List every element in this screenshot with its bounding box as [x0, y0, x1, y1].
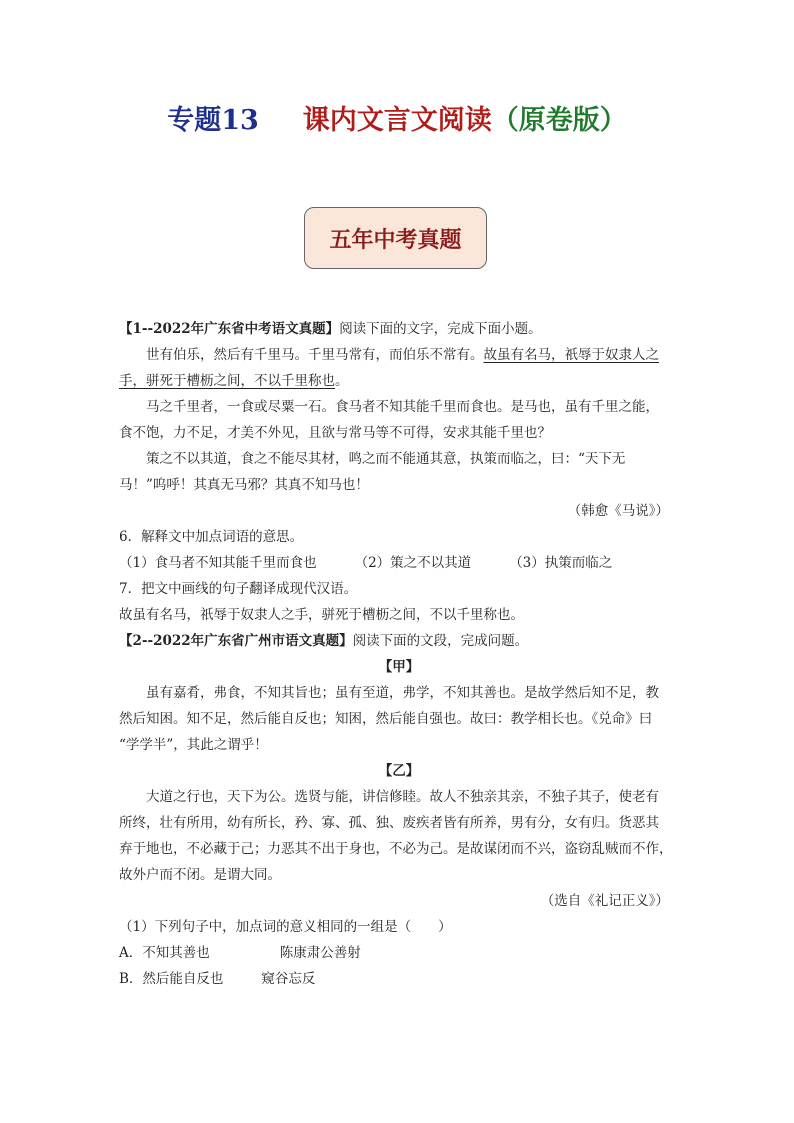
q6-item-2: （2）策之不以其道: [354, 555, 472, 571]
passage-line: 虽有嘉肴，弗食，不知其旨也；虽有至道，弗学，不知其善也。是故学然后知不足，教: [146, 685, 659, 701]
option-b: [119, 966, 679, 992]
passage-text: 。: [335, 373, 349, 389]
question-6-items: [119, 550, 679, 576]
passage-line: 所终，壮有所用，幼有所长，矜、寡、孤、独、废疾者皆有所养，男有分，女有归。货恶其: [119, 815, 659, 831]
option-a-left: A．不知其善也: [119, 945, 210, 961]
passage-line: 食不饱，力不足，才美不外见，且欲与常马等不可得，安求其能千里也？: [119, 425, 551, 441]
passage-source: （韩愈《马说》）: [567, 503, 669, 519]
page-title: [0, 98, 794, 137]
underlined-sentence: 故虽有名马，祇辱于奴隶人之: [483, 347, 659, 363]
passage-line: 大道之行也，天下为公。选贤与能，讲信修睦。故人不独亲其亲，不独子其子，使老有: [146, 789, 659, 805]
passage-text: 世有伯乐，然后有千里马。千里马常有，而伯乐不常有。: [146, 347, 484, 363]
passage-line: [119, 368, 679, 394]
option-a-right: 陈康肃公善射: [279, 945, 361, 961]
passage-line: 故外户而不闭。是谓大同。: [119, 867, 281, 883]
title-topic-name: 课内文言文阅读: [302, 105, 492, 136]
option-a: [119, 940, 679, 966]
question-2-1: （1）下列句子中，加点词的意义相同的一组是（ ）: [119, 919, 452, 935]
passage-line: 马！”呜呼！其真无马邪？其真不知马也！: [119, 477, 369, 493]
question-6: 6．解释文中加点词语的意思。: [119, 529, 304, 545]
q1-source-tag: 【1--2022年广东省中考语文真题】: [119, 321, 340, 337]
passage-line: 策之不以其道，食之不能尽其材，鸣之而不能通其意，执策而临之，曰：“天下无: [146, 451, 626, 467]
title-topic-number: 专题13: [167, 105, 259, 136]
passage-line: “学学半”，其此之谓乎！: [119, 737, 268, 753]
passage-line: 马之千里者，一食或尽粟一石。食马者不知其能千里而食也。是马也，虽有千里之能，: [146, 399, 659, 415]
q1-header: [119, 316, 679, 342]
q6-item-3: （3）执策而临之: [509, 555, 613, 571]
q2-instruction: 阅读下面的文段，完成问题。: [352, 633, 529, 649]
q6-item-1: （1）食马者不知其能千里而食也: [119, 555, 317, 571]
question-7: 7．把文中画线的句子翻译成现代汉语。: [119, 581, 358, 597]
passage-line: 弃于地也，不必藏于己；力恶其不出于身也，不必为己。是故谋闭而不兴，盗窃乱贼而不作，: [119, 841, 673, 857]
title-version: （原卷版）: [491, 105, 627, 136]
q1-instruction: 阅读下面的文字，完成下面小题。: [339, 321, 542, 337]
passage-yi-label: 【乙】: [378, 763, 420, 779]
option-b-left: B．然后能自反也: [119, 971, 224, 987]
document-body: [119, 316, 679, 992]
q2-source-tag: 【2--2022年广东省广州市语文真题】: [119, 633, 353, 649]
underlined-sentence: 手，骈死于槽枥之间，不以千里称也: [119, 373, 335, 389]
passage-line: [119, 342, 679, 368]
question-7-text: 故虽有名马，祇辱于奴隶人之手，骈死于槽枥之间，不以千里称也。: [119, 607, 524, 623]
passage-source: （选自《礼记正义》）: [540, 893, 669, 909]
option-b-right: 窥谷忘反: [261, 971, 316, 987]
passage-line: 然后知困。知不足，然后能自反也；知困，然后能自强也。故曰：教学相长也。《兑命》曰: [119, 711, 653, 727]
q2-header: [119, 628, 679, 654]
section-box: 五年中考真题: [304, 207, 487, 269]
passage-jia-label: 【甲】: [378, 659, 420, 675]
